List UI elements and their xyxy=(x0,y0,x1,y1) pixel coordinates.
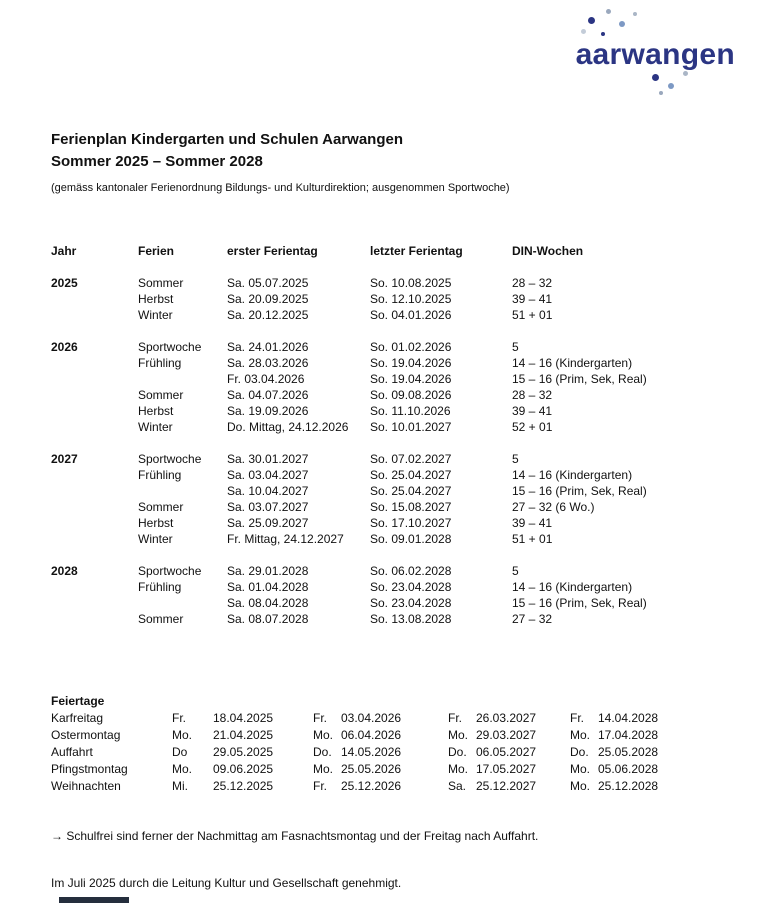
erster-ferientag-cell: Sa. 05.07.2025 xyxy=(227,276,309,290)
ferien-row xyxy=(51,371,711,387)
erster-ferientag-cell: Sa. 10.04.2027 xyxy=(227,484,309,498)
letzter-ferientag-cell: So. 10.01.2027 xyxy=(370,420,452,434)
letzter-ferientag-cell: So. 25.04.2027 xyxy=(370,468,452,482)
erster-ferientag-cell: Sa. 08.04.2028 xyxy=(227,596,309,610)
year-cell xyxy=(51,515,138,531)
feiertag-day: Do. xyxy=(570,745,589,759)
feiertag-day: Fr. xyxy=(448,711,462,725)
din-wochen-cell: 14 – 16 (Kindergarten) xyxy=(512,580,633,594)
feiertag-entry xyxy=(448,744,570,761)
feiertag-entry xyxy=(448,710,570,727)
feiertage-body xyxy=(51,710,658,795)
ferienplan-table xyxy=(51,243,711,627)
feiertag-date: 06.04.2026 xyxy=(341,728,402,742)
feiertag-date: 21.04.2025 xyxy=(213,728,274,742)
ferien-cell: Winter xyxy=(138,308,173,322)
ferien-cell: Sportwoche xyxy=(138,564,202,578)
column-header-letzter: letzter Ferientag xyxy=(370,244,463,258)
erster-ferientag-cell: Sa. 29.01.2028 xyxy=(227,564,309,578)
feiertag-name: Ostermontag xyxy=(51,728,121,742)
year-cell: 2026 xyxy=(51,340,78,354)
feiertag-row xyxy=(51,710,658,727)
letzter-ferientag-cell: So. 07.02.2027 xyxy=(370,452,452,466)
ferienplan-body xyxy=(51,275,711,627)
ferien-cell: Sommer xyxy=(138,276,184,290)
logo-dot xyxy=(606,9,611,14)
logo-text: aarwangen xyxy=(575,38,735,71)
year-cell xyxy=(51,419,138,435)
ferien-row xyxy=(51,531,711,547)
ferien-row xyxy=(51,611,711,627)
ferien-cell: Winter xyxy=(138,532,173,546)
approval-note: Im Juli 2025 durch die Leitung Kultur und Gesellschaft genehmigt. xyxy=(51,876,402,890)
feiertag-row xyxy=(51,778,658,795)
din-wochen-cell: 15 – 16 (Prim, Sek, Real) xyxy=(512,372,647,386)
feiertage-heading: Feiertage xyxy=(51,694,105,708)
feiertag-row xyxy=(51,761,658,778)
year-cell: 2027 xyxy=(51,452,78,466)
feiertag-day: Do xyxy=(172,745,188,759)
ferien-row xyxy=(51,579,711,595)
ferien-row xyxy=(51,563,711,579)
feiertag-entry xyxy=(570,727,658,744)
feiertag-date: 14.05.2026 xyxy=(341,745,402,759)
ferienplan-header-row xyxy=(51,243,711,259)
ferien-cell: Sportwoche xyxy=(138,452,202,466)
erster-ferientag-cell: Fr. Mittag, 24.12.2027 xyxy=(227,532,344,546)
feiertag-date: 26.03.2027 xyxy=(476,711,537,725)
feiertag-day: Mo. xyxy=(172,762,193,776)
feiertag-entry xyxy=(570,761,658,778)
logo-dot xyxy=(619,21,625,27)
feiertag-day: Fr. xyxy=(172,711,186,725)
ferien-row xyxy=(51,595,711,611)
ferien-row xyxy=(51,403,711,419)
logo-dot xyxy=(588,17,595,24)
feiertag-day: Mo. xyxy=(448,762,469,776)
letzter-ferientag-cell: So. 04.01.2026 xyxy=(370,308,452,322)
feiertag-day: Fr. xyxy=(313,711,327,725)
ferien-row xyxy=(51,355,711,371)
ferien-cell: Herbst xyxy=(138,516,174,530)
erster-ferientag-cell: Sa. 25.09.2027 xyxy=(227,516,309,530)
title-block xyxy=(51,129,403,173)
din-wochen-cell: 27 – 32 (6 Wo.) xyxy=(512,500,595,514)
ferien-row xyxy=(51,275,711,291)
page-bottom-artifact xyxy=(59,897,129,903)
feiertag-entry xyxy=(172,710,313,727)
din-wochen-cell: 15 – 16 (Prim, Sek, Real) xyxy=(512,484,647,498)
year-cell xyxy=(51,355,138,371)
din-wochen-cell: 39 – 41 xyxy=(512,292,553,306)
letzter-ferientag-cell: So. 19.04.2026 xyxy=(370,372,452,386)
year-cell xyxy=(51,499,138,515)
document-title: Ferienplan Kindergarten und Schulen Aarwangen xyxy=(51,131,403,148)
din-wochen-cell: 5 xyxy=(512,564,519,578)
feiertag-entry xyxy=(172,778,313,795)
feiertag-entry xyxy=(448,761,570,778)
din-wochen-cell: 28 – 32 xyxy=(512,388,553,402)
feiertag-entry xyxy=(172,744,313,761)
feiertag-entry xyxy=(448,727,570,744)
year-cell xyxy=(51,387,138,403)
din-wochen-cell: 51 + 01 xyxy=(512,532,553,546)
year-cell: 2028 xyxy=(51,564,78,578)
year-cell xyxy=(51,291,138,307)
year-cell xyxy=(51,531,138,547)
feiertag-date: 06.05.2027 xyxy=(476,745,537,759)
year-group xyxy=(51,563,711,627)
ferien-cell xyxy=(138,483,227,499)
din-wochen-cell: 28 – 32 xyxy=(512,276,553,290)
column-header-ferien: Ferien xyxy=(138,244,175,258)
feiertag-day: Mi. xyxy=(172,779,188,793)
din-wochen-cell: 5 xyxy=(512,340,519,354)
din-wochen-cell: 39 – 41 xyxy=(512,516,553,530)
feiertag-date: 17.04.2028 xyxy=(598,728,659,742)
erster-ferientag-cell: Sa. 01.04.2028 xyxy=(227,580,309,594)
logo-dot xyxy=(668,83,674,89)
ferien-row xyxy=(51,483,711,499)
feiertag-date: 03.04.2026 xyxy=(341,711,402,725)
feiertag-date: 25.05.2028 xyxy=(598,745,659,759)
column-header-erster: erster Ferientag xyxy=(227,244,318,258)
feiertag-date: 25.12.2027 xyxy=(476,779,537,793)
logo-dot xyxy=(633,12,637,16)
feiertag-date: 25.12.2028 xyxy=(598,779,659,793)
letzter-ferientag-cell: So. 10.08.2025 xyxy=(370,276,452,290)
year-cell xyxy=(51,483,138,499)
erster-ferientag-cell: Sa. 08.07.2028 xyxy=(227,612,309,626)
year-group xyxy=(51,339,711,435)
logo-dot xyxy=(659,91,663,95)
erster-ferientag-cell: Sa. 30.01.2027 xyxy=(227,452,309,466)
din-wochen-cell: 51 + 01 xyxy=(512,308,553,322)
feiertag-day: Do. xyxy=(448,745,467,759)
letzter-ferientag-cell: So. 17.10.2027 xyxy=(370,516,452,530)
feiertag-day: Fr. xyxy=(570,711,584,725)
feiertag-entry xyxy=(313,761,448,778)
feiertag-entry xyxy=(313,778,448,795)
feiertag-date: 17.05.2027 xyxy=(476,762,537,776)
year-cell xyxy=(51,595,138,611)
feiertag-date: 25.12.2025 xyxy=(213,779,274,793)
ferien-cell xyxy=(138,595,227,611)
ferien-cell: Sommer xyxy=(138,388,184,402)
erster-ferientag-cell: Sa. 19.09.2026 xyxy=(227,404,309,418)
feiertag-row xyxy=(51,744,658,761)
feiertag-name: Weihnachten xyxy=(51,779,121,793)
year-group xyxy=(51,275,711,323)
ferien-row xyxy=(51,467,711,483)
din-wochen-cell: 27 – 32 xyxy=(512,612,553,626)
logo-dot xyxy=(601,32,605,36)
column-header-din: DIN-Wochen xyxy=(512,244,584,258)
legal-subtitle: (gemäss kantonaler Ferienordnung Bildungs- und Kulturdirektion; ausgenommen Sportwoche) xyxy=(51,182,510,194)
feiertag-day: Do. xyxy=(313,745,332,759)
feiertag-day: Mo. xyxy=(313,728,334,742)
schulfrei-note: → Schulfrei sind ferner der Nachmittag am Fasnachtsmontag und der Freitag nach Auffahrt. xyxy=(51,829,539,843)
ferien-cell xyxy=(138,371,227,387)
erster-ferientag-cell: Sa. 03.07.2027 xyxy=(227,500,309,514)
ferien-cell: Sommer xyxy=(138,500,184,514)
feiertag-day: Mo. xyxy=(570,728,591,742)
din-wochen-cell: 15 – 16 (Prim, Sek, Real) xyxy=(512,596,647,610)
ferien-cell: Herbst xyxy=(138,404,174,418)
year-group xyxy=(51,451,711,547)
feiertag-day: Fr. xyxy=(313,779,327,793)
din-wochen-cell: 5 xyxy=(512,452,519,466)
erster-ferientag-cell: Sa. 03.04.2027 xyxy=(227,468,309,482)
din-wochen-cell: 14 – 16 (Kindergarten) xyxy=(512,468,633,482)
year-cell xyxy=(51,371,138,387)
letzter-ferientag-cell: So. 09.01.2028 xyxy=(370,532,452,546)
feiertage-section xyxy=(51,693,658,795)
year-cell xyxy=(51,467,138,483)
feiertag-entry xyxy=(570,744,658,761)
feiertag-day: Sa. xyxy=(448,779,467,793)
aarwangen-logo xyxy=(548,4,738,104)
ferien-row xyxy=(51,499,711,515)
ferien-cell: Frühling xyxy=(138,580,182,594)
feiertag-row xyxy=(51,727,658,744)
feiertag-day: Mo. xyxy=(570,779,591,793)
ferien-row xyxy=(51,419,711,435)
erster-ferientag-cell: Sa. 20.12.2025 xyxy=(227,308,309,322)
feiertag-entry xyxy=(448,778,570,795)
din-wochen-cell: 39 – 41 xyxy=(512,404,553,418)
letzter-ferientag-cell: So. 12.10.2025 xyxy=(370,292,452,306)
din-wochen-cell: 14 – 16 (Kindergarten) xyxy=(512,356,633,370)
ferien-row xyxy=(51,291,711,307)
din-wochen-cell: 52 + 01 xyxy=(512,420,553,434)
feiertag-entry xyxy=(570,710,658,727)
feiertag-date: 29.05.2025 xyxy=(213,745,274,759)
logo-dot xyxy=(581,29,586,34)
feiertag-entry xyxy=(313,727,448,744)
year-cell xyxy=(51,307,138,323)
ferien-row xyxy=(51,451,711,467)
feiertag-date: 25.12.2026 xyxy=(341,779,402,793)
ferien-cell: Frühling xyxy=(138,356,182,370)
feiertag-date: 29.03.2027 xyxy=(476,728,537,742)
ferien-row xyxy=(51,339,711,355)
feiertag-day: Mo. xyxy=(172,728,193,742)
erster-ferientag-cell: Sa. 28.03.2026 xyxy=(227,356,309,370)
ferien-row xyxy=(51,387,711,403)
feiertag-entry xyxy=(313,710,448,727)
letzter-ferientag-cell: So. 25.04.2027 xyxy=(370,484,452,498)
ferien-cell: Sommer xyxy=(138,612,184,626)
column-header-jahr: Jahr xyxy=(51,244,77,258)
feiertag-date: 09.06.2025 xyxy=(213,762,274,776)
year-cell xyxy=(51,403,138,419)
ferien-row xyxy=(51,515,711,531)
feiertag-entry xyxy=(570,778,658,795)
ferien-cell: Winter xyxy=(138,420,173,434)
letzter-ferientag-cell: So. 06.02.2028 xyxy=(370,564,452,578)
letzter-ferientag-cell: So. 01.02.2026 xyxy=(370,340,452,354)
feiertag-date: 05.06.2028 xyxy=(598,762,659,776)
letzter-ferientag-cell: So. 23.04.2028 xyxy=(370,580,452,594)
erster-ferientag-cell: Sa. 20.09.2025 xyxy=(227,292,309,306)
feiertag-day: Mo. xyxy=(570,762,591,776)
erster-ferientag-cell: Do. Mittag, 24.12.2026 xyxy=(227,420,349,434)
feiertag-name: Auffahrt xyxy=(51,745,93,759)
year-cell: 2025 xyxy=(51,276,78,290)
letzter-ferientag-cell: So. 11.10.2026 xyxy=(370,404,451,418)
ferien-row xyxy=(51,307,711,323)
letzter-ferientag-cell: So. 15.08.2027 xyxy=(370,500,452,514)
feiertag-date: 14.04.2028 xyxy=(598,711,659,725)
year-cell xyxy=(51,611,138,627)
feiertag-name: Pfingstmontag xyxy=(51,762,128,776)
letzter-ferientag-cell: So. 13.08.2028 xyxy=(370,612,452,626)
feiertag-entry xyxy=(172,761,313,778)
year-cell xyxy=(51,579,138,595)
feiertag-name: Karfreitag xyxy=(51,711,104,725)
erster-ferientag-cell: Sa. 04.07.2026 xyxy=(227,388,309,402)
feiertag-date: 25.05.2026 xyxy=(341,762,402,776)
erster-ferientag-cell: Fr. 03.04.2026 xyxy=(227,372,305,386)
document-title-range: Sommer 2025 – Sommer 2028 xyxy=(51,153,263,170)
ferien-cell: Herbst xyxy=(138,292,174,306)
letzter-ferientag-cell: So. 19.04.2026 xyxy=(370,356,452,370)
ferien-cell: Sportwoche xyxy=(138,340,202,354)
logo-dot xyxy=(652,74,659,81)
feiertag-day: Mo. xyxy=(313,762,334,776)
erster-ferientag-cell: Sa. 24.01.2026 xyxy=(227,340,309,354)
feiertag-day: Mo. xyxy=(448,728,469,742)
feiertag-entry xyxy=(172,727,313,744)
feiertag-entry xyxy=(313,744,448,761)
letzter-ferientag-cell: So. 09.08.2026 xyxy=(370,388,452,402)
letzter-ferientag-cell: So. 23.04.2028 xyxy=(370,596,452,610)
feiertag-date: 18.04.2025 xyxy=(213,711,274,725)
ferien-cell: Frühling xyxy=(138,468,182,482)
